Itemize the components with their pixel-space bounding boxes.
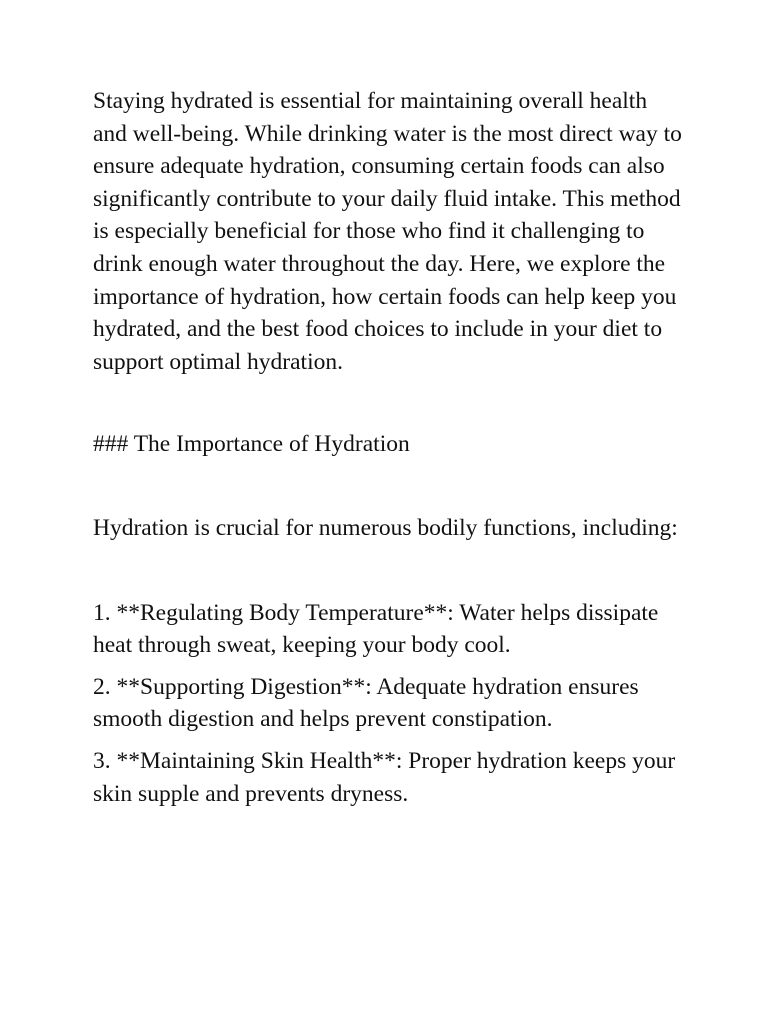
section-heading: ### The Importance of Hydration — [93, 431, 410, 458]
list-item: 1. **Regulating Body Temperature**: Water helps dissipate heat through sweat, keeping your body cool. — [93, 599, 659, 659]
lead-paragraph: Hydration is crucial for numerous bodily functions, including: — [93, 514, 678, 541]
list-item: 2. **Supporting Digestion**: Adequate hydration ensures smooth digestion and helps prevent constipation. — [93, 673, 639, 733]
list-item: 3. **Maintaining Skin Health**: Proper hydration keeps your skin supple and prevents dryness. — [93, 747, 676, 807]
intro-paragraph: Staying hydrated is essential for maintaining overall health and well-being. While drinking water is the most direct way to ensure adequate hydration, consuming certain foods can also significantly contribute to your daily fluid intake. This method is especially beneficial for those who find it challenging to drink enough water throughout the day. Here, we explore the importance of hydration, how certain foods can help keep you hydrated, and the best food choices to include in your diet to support optimal hydration. — [93, 88, 682, 375]
document-page — [93, 85, 683, 819]
benefits-list — [93, 597, 683, 811]
